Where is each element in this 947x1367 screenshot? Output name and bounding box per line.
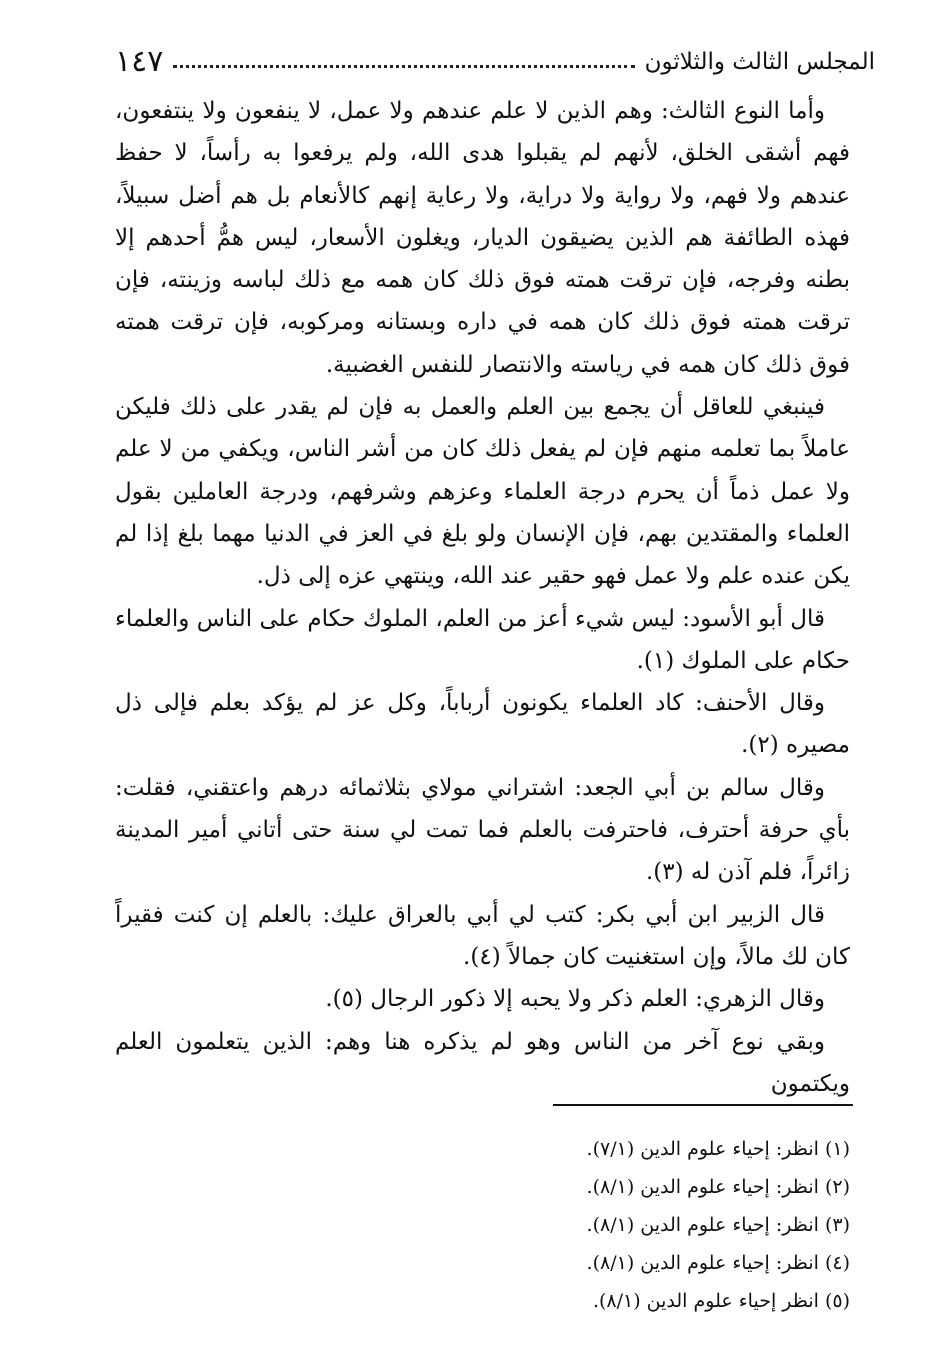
footnote-separator	[553, 1104, 853, 1106]
paragraph-al-ahnaf: وقال الأحنف: كاد العلماء يكونون أرباباً، وكل عز لم يؤكد بعلم فإلى ذل مصيره (٢).	[115, 690, 850, 759]
footnote: (٤) انظر: إحياء علوم الدين (٨/١).	[586, 1252, 850, 1274]
paragraph-knowledge-and-action: فينبغي للعاقل أن يجمع بين العلم والعمل به فإن لم يقدر على ذلك فليكن عاملاً بما تعلمه منهم فإن لم يفعل ذلك كان من أشر الناس، ويكفي من لا علم ولا عمل ذماً أن يحرم درجة العلماء وعزهم وشرفهم، ودرجة العاملين بقول العلماء والمقتدين بهم، فإن الإنسان ولو بلغ في العز في الدنيا مهما بلغ إذا لم يكن عنده علم ولا عمل فهو حقير عند الله، وينتهي عزه إلى ذل.	[115, 394, 850, 590]
footnote: (٥) انظر إحياء علوم الدين (٨/١).	[592, 1290, 850, 1312]
paragraph-salim: وقال سالم بن أبي الجعد: اشتراني مولاي بثلاثمائه درهم واعتقني، فقلت: بأي حرفة أحترف، فاحترفت بالعلم فما تمت لي سنة حتى أتاني أمير المدينة زائراً، فلم آذن له (٣).	[115, 774, 850, 886]
paragraph-remaining-type: وبقي نوع آخر من الناس وهو لم يذكره هنا وهم: الذين يتعلمون العلم ويكتمون	[115, 1028, 850, 1097]
footnote: (١) انظر: إحياء علوم الدين (٧/١).	[586, 1138, 850, 1160]
main-text	[115, 90, 850, 1105]
paragraph-abu-al-aswad: قال أبو الأسود: ليس شيء أعز من العلم، الملوك حكام على الناس والعلماء حكام على الملوك (١).	[115, 605, 850, 674]
paragraph-third-type: وأما النوع الثالث: وهم الذين لا علم عندهم ولا عمل، لا ينفعون ولا ينتفعون، فهم أشقى الخلق، لأنهم لم يقبلوا هدى الله، ولم يرفعوا به رأساً، لا حفظ عندهم ولا فهم، ولا رواية ولا دراية، ولا رعاية إنهم كالأنعام بل هم أضل سبيلاً، فهذه الطائفة هم الذين يضيقون الديار، ويغلون الأسعار، ليس همُّ أحدهم إلا بطنه وفرجه، فإن ترقت همته فوق ذلك كان همه مع ذلك لباسه وزينته، فإن ترقت همته فوق ذلك كان همه في داره وبستانه ومركوبه، فإن ترقت همته فوق ذلك كان همه في رياسته والانتصار للنفس الغضبية.	[115, 98, 850, 378]
paragraph-al-zubayr: قال الزبير ابن أبي بكر: كتب لي أبي بالعراق عليك: بالعلم إن كنت فقيراً كان لك مالاً، وإن استغنيت كان جمالاً (٤).	[115, 901, 850, 970]
page-header	[115, 42, 875, 82]
header-dotted-leader	[173, 64, 634, 68]
page-number: ١٤٧	[115, 44, 164, 79]
chapter-title: المجلس الثالث والثلاثون	[644, 49, 875, 75]
footnotes	[330, 1130, 850, 1320]
paragraph-al-zuhri: وقال الزهري: العلم ذكر ولا يحبه إلا ذكور الرجال (٥).	[325, 986, 825, 1013]
footnote: (٢) انظر: إحياء علوم الدين (٨/١).	[586, 1176, 850, 1198]
footnote: (٣) انظر: إحياء علوم الدين (٨/١).	[586, 1214, 850, 1236]
